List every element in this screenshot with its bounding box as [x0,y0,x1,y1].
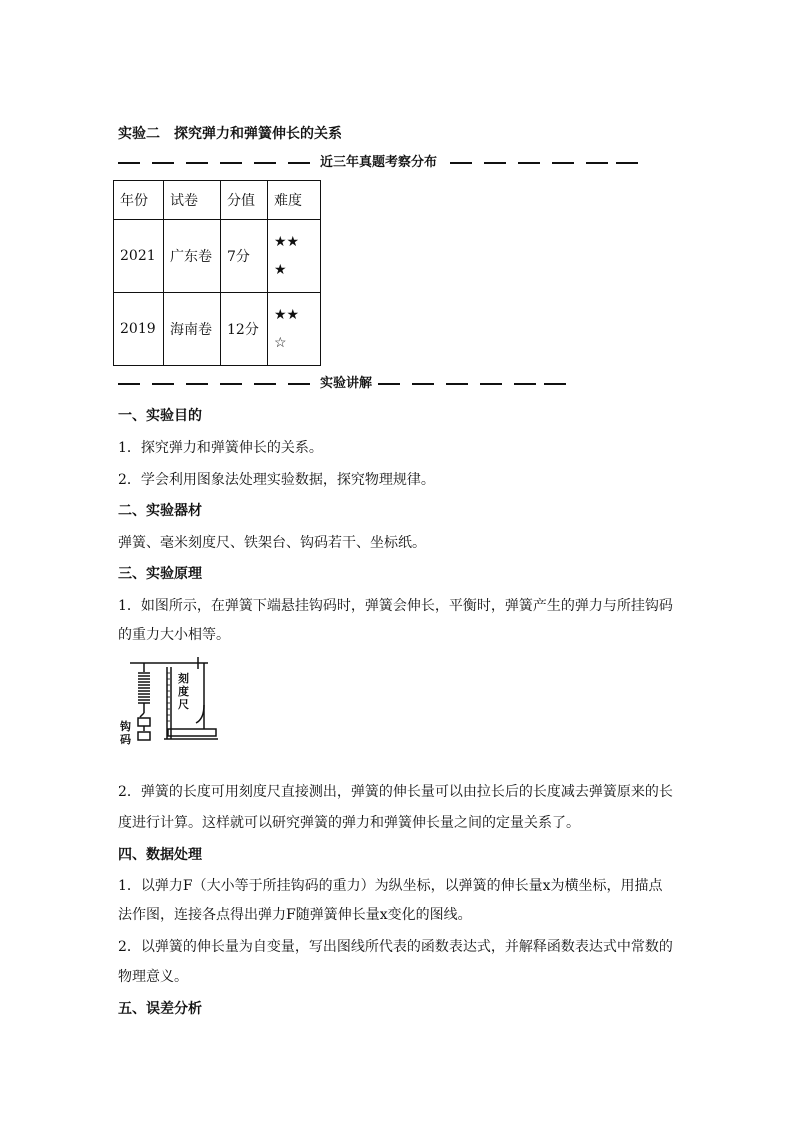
page-title: 实验二 探究弹力和弹簧伸长的关系 [118,126,342,142]
section-4-title: 四、数据处理 [118,847,202,863]
section-3-item-2-line-2: 度进行计算。这样就可以研究弹簧的弹力和弹簧伸长量之间的定量关系了。 [118,815,580,831]
section-4-item-2-line-2: 物理意义。 [118,969,188,985]
table-row [114,293,321,366]
table-row [114,220,321,293]
divider-label: 实验讲解 [320,376,373,391]
weight-label-2: 码 [120,733,131,746]
stars-bottom: ★ [274,262,287,278]
section-4-item-1-line-2: 法作图，连接各点得出弹力F随弹簧伸长量x变化的图线。 [118,907,472,923]
cell-paper: 广东卷 [164,220,221,293]
stars-bottom: ☆ [274,335,287,351]
section-5-title: 五、误差分析 [118,1001,202,1017]
cell-paper: 海南卷 [164,293,221,366]
section-3-item-1-line-1: 1．如图所示，在弹簧下端悬挂钩码时，弹簧会伸长，平衡时，弹簧产生的弹力与所挂钩码 [118,598,673,614]
divider-exam-distribution [118,153,638,173]
section-3-item-2-line-1: 2．弹簧的长度可用刻度尺直接测出，弹簧的伸长量可以由拉长后的长度减去弹簧原来的长 [118,784,673,800]
section-4-item-1-line-1: 1．以弹力F（大小等于所挂钩码的重力）为纵坐标，以弹簧的伸长量x为横坐标，用描点 [118,878,663,894]
stars-top: ★★ [274,234,300,250]
cell-score: 12分 [221,293,268,366]
divider-label: 近三年真题考察分布 [320,155,438,170]
stars-top: ★★ [274,307,300,323]
cell-difficulty [268,293,321,366]
table-header-row [114,181,321,220]
section-1-item-1: 1．探究弹力和弹簧伸长的关系。 [118,440,323,456]
section-2-title: 二、实验器材 [118,503,202,519]
header-score: 分值 [221,181,268,220]
spring-apparatus-figure [120,655,220,745]
cell-year: 2021 [114,220,164,293]
header-year: 年份 [114,181,164,220]
weight-label-1: 钩 [120,720,131,733]
exam-table [113,180,321,366]
cell-difficulty [268,220,321,293]
header-difficulty: 难度 [268,181,321,220]
section-3-item-1-line-2: 的重力大小相等。 [118,627,230,643]
section-1-title: 一、实验目的 [118,408,202,424]
section-2-text: 弹簧、毫米刻度尺、铁架台、钩码若干、坐标纸。 [118,535,426,551]
section-3-title: 三、实验原理 [118,566,202,582]
cell-score: 7分 [221,220,268,293]
cell-year: 2019 [114,293,164,366]
header-paper: 试卷 [164,181,221,220]
section-4-item-2-line-1: 2．以弹簧的伸长量为自变量，写出图线所代表的函数表达式，并解释函数表达式中常数的 [118,939,673,955]
ruler-label: 刻度尺 [178,672,189,711]
divider-experiment [118,374,638,394]
section-1-item-2: 2．学会利用图象法处理实验数据，探究物理规律。 [118,472,435,488]
